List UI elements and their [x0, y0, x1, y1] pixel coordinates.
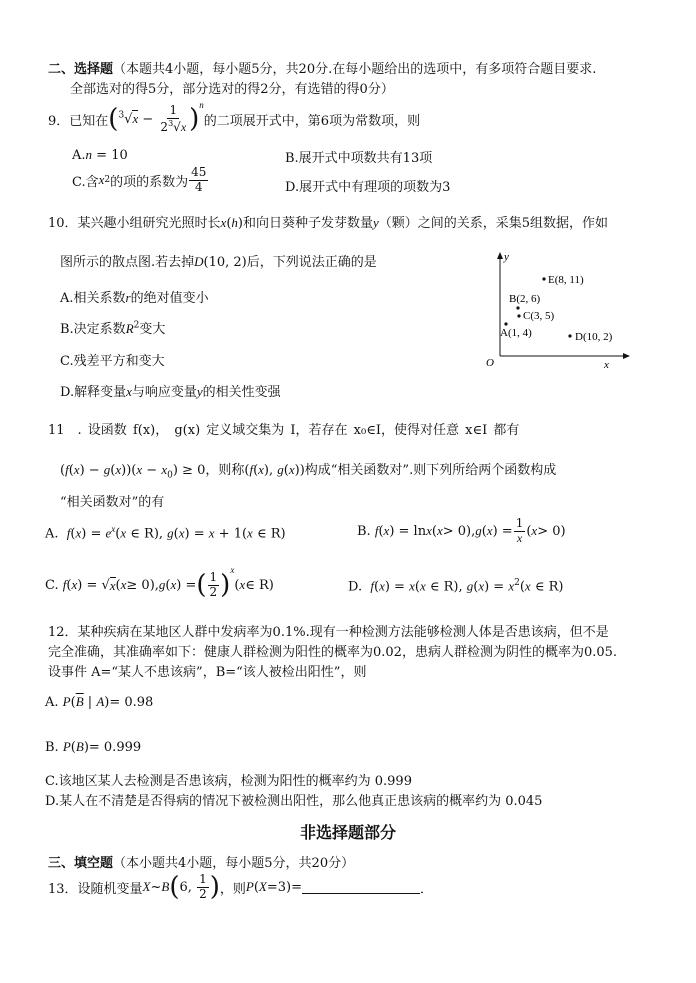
point-e — [542, 277, 545, 280]
part2-title: 非选择题部分 — [299, 823, 396, 842]
point-a — [504, 322, 507, 325]
q9-stem: 9．已知在 ( $^3$√x − $\frac{1}{2^3√x}$ ) $^n$ 的二项展开式中，第6项为常数项，则 — [48, 100, 421, 134]
q12-stem-line1: 12．某种疾病在某地区人群中发病率为0.1%.现有一种检测方法能够检测人体是否患该病，但不是 — [48, 625, 609, 640]
q13-stem: 13．设随机变量 X ~ B ( 6, $\frac{1}{2}$ ) ，则 P ( X =3)= ． — [48, 871, 434, 902]
point-a-label: A(1, 4) — [500, 327, 532, 339]
q9-option-b: B.展开式中项数共有13项 — [285, 151, 433, 166]
q12-option-c: C.该地区某人去检测是否患该病，检测为阳性的概率约为 0.999 — [45, 774, 412, 789]
q11-stem-line1: 11 . 设函数 f(x)， g(x) 定义域交集为 I，若存在 x₀∈I，使得对任意 x∈I 都有 — [48, 423, 520, 438]
point-d-label: D(10, 2) — [575, 331, 613, 343]
q10-option-c: C.残差平方和变大 — [60, 354, 165, 369]
x-axis-arrow — [623, 353, 630, 359]
q12-stem-line2: 完全准确，其准确率如下：健康人群检测为阳性的概率为0.02，患病人群检测为阴性的概率为0.05. — [48, 645, 618, 660]
point-b — [516, 306, 519, 309]
q12-option-d: D.某人在不清楚是否得病的情况下被检测出阳性，那么他真正患该病的概率约为 0.045 — [45, 794, 543, 809]
section3-title: 三、填空题 — [48, 856, 114, 871]
q10-option-d: D.解释变量x与响应变量y的相关性变强 — [60, 384, 281, 400]
q11-option-d: D. f(x) = x(x ∈ R), $g(x) = x^2(x$ ∈ R) — [348, 578, 564, 595]
x-axis-label: x — [604, 359, 609, 371]
section2-rule-2: 全部选对的得5分，部分选对的得2分，有选错的得0分） — [70, 82, 394, 97]
y-axis-label: y — [504, 251, 509, 263]
q10-option-a: A.相关系数r的绝对值变小 — [60, 290, 209, 306]
point-c — [517, 314, 520, 317]
q11-option-c: C. f ( x ) = √ x ( x ≥ 0), g ( x ) = ( $\frac{1}{2}$ ) $^x$ ( x ∈ R) — [45, 565, 274, 600]
point-b-label: B(2, 6) — [509, 293, 541, 305]
q13-answer-blank[interactable] — [302, 881, 420, 894]
q9-stem-end: 的二项展开式中，第6项为常数项，则 — [203, 113, 421, 129]
q10-option-b: B.决定系数$R^2$变大 — [60, 320, 166, 337]
section2-header — [48, 58, 596, 77]
q9-option-a: A.n = 10 — [72, 147, 128, 163]
origin-label: O — [486, 357, 494, 369]
q11-stem-line2: $(f(x) - g(x))(x - x_0) \ge 0$，则称(f(x), g(x))构成“相关函数对”.则下列所给两个函数构成 — [60, 462, 557, 481]
section2-rule-1: （本题共4小题，每小题5分，共20分.在每小题给出的选项中，有多项符合题目要求. — [113, 62, 597, 77]
y-axis-arrow — [497, 252, 503, 259]
q11-option-b: B. f ( x ) = ln x ( x > 0), g ( x ) = $\frac{1}{x}$ ( x > 0) — [357, 515, 566, 545]
q12-option-b: B. P(B)= 0.999 — [45, 739, 142, 755]
q9-number: 9．已知在 — [48, 113, 109, 129]
q9-expression: $^3$√x − $\frac{1}{2^3√x}$ — [118, 102, 187, 134]
q10-stem-line1: 10．某兴趣小组研究光照时长x(h)和向日葵种子发芽数量y（颗）之间的关系，采集5组数据，作如 — [48, 215, 609, 231]
section3-rule: （本小题共4小题，每小题5分，共20分） — [113, 856, 355, 871]
q9-option-c: C.含 x 2 的项的系数为 $\frac{45}{4}$ — [72, 164, 207, 194]
q12-option-a: A. $P(\overline{B}$ | A)= 0.98 — [45, 694, 154, 710]
point-c-label: C(3, 5) — [523, 310, 555, 322]
q11-stem-line3: “相关函数对”的有 — [60, 495, 165, 510]
q10-scatter-plot — [478, 248, 638, 373]
point-d — [568, 334, 571, 337]
q10-stem-line2: 图所示的散点图.若去掉D(10, 2)后，下列说法正确的是 — [60, 254, 377, 270]
q12-stem-line3: 设事件 A=“某人不患该病”，B=“该人被检出阳性”，则 — [48, 665, 367, 680]
q9-option-d: D.展开式中有理项的项数为3 — [285, 180, 451, 195]
section2-title: 二、选择题 — [48, 62, 114, 77]
q11-option-a: A. $f(x) = e^x(x$ ∈ R), g(x) = x + 1(x ∈ R) — [45, 524, 286, 542]
point-e-label: E(8, 11) — [548, 274, 584, 286]
